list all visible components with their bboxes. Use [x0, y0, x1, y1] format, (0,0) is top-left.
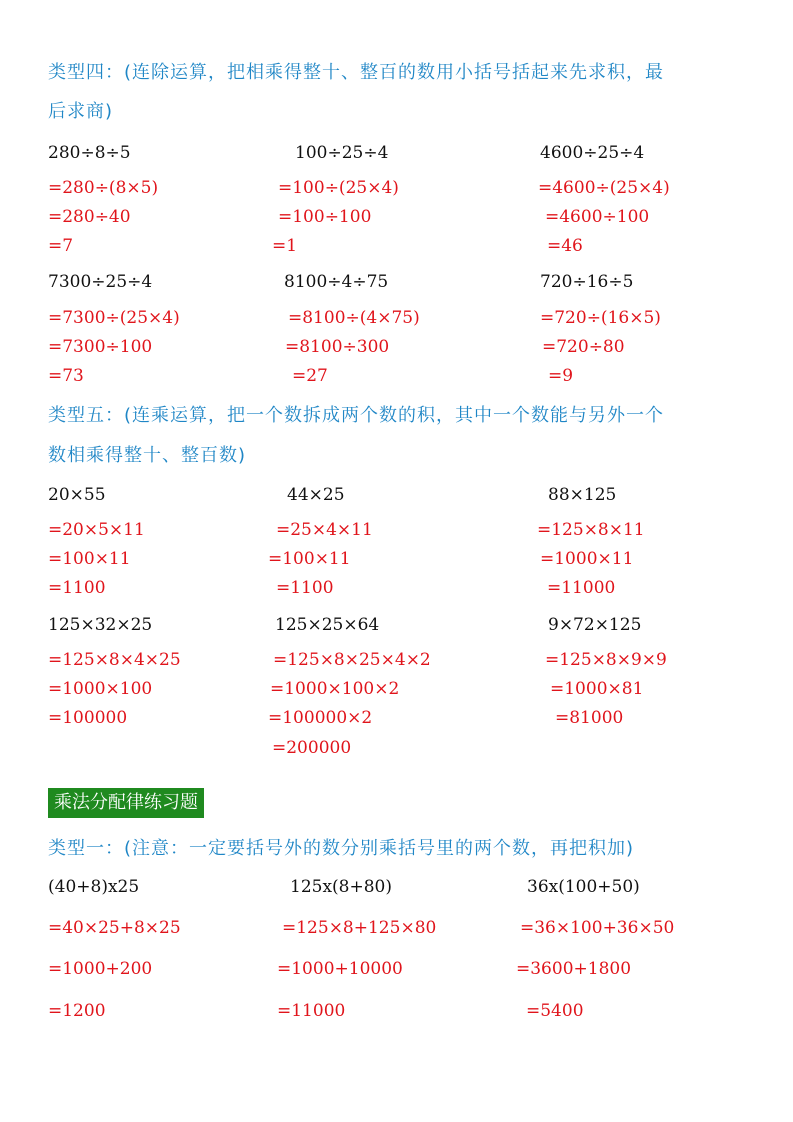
problem: 100÷25÷4 — [295, 143, 389, 163]
answer: =1200 — [48, 1001, 106, 1021]
problem: 125×32×25 — [48, 615, 153, 635]
problem: 7300÷25÷4 — [48, 272, 153, 292]
step: =8100÷300 — [285, 337, 390, 357]
step: =280÷(8×5) — [48, 178, 159, 198]
answer: =73 — [48, 366, 84, 386]
step: =125×8×9×9 — [545, 650, 667, 670]
answer: =9 — [548, 366, 574, 386]
problem: 720÷16÷5 — [540, 272, 634, 292]
answer: =200000 — [272, 738, 352, 758]
type4-heading-line2: 后求商) — [48, 101, 114, 122]
problem: 280÷8÷5 — [48, 143, 131, 163]
step: =7300÷(25×4) — [48, 308, 180, 328]
answer: =27 — [292, 366, 328, 386]
step: =25×4×11 — [276, 520, 373, 540]
answer: =46 — [547, 236, 583, 256]
step: =125×8+125×80 — [282, 918, 437, 938]
answer: =1100 — [276, 578, 334, 598]
answer: =5400 — [526, 1001, 584, 1021]
problem: 36x(100+50) — [527, 877, 640, 897]
step: =4600÷100 — [545, 207, 650, 227]
step: =20×5×11 — [48, 520, 145, 540]
step: =8100÷(4×75) — [288, 308, 420, 328]
answer: =100000 — [48, 708, 128, 728]
step: =1000×100 — [48, 679, 153, 699]
step: =7300÷100 — [48, 337, 153, 357]
step: =100000×2 — [268, 708, 373, 728]
step: =1000×100×2 — [270, 679, 400, 699]
problem: 4600÷25÷4 — [540, 143, 645, 163]
step: =100÷100 — [278, 207, 372, 227]
problem: 20×55 — [48, 485, 106, 505]
type5-heading-line1: 类型五：(连乘运算，把一个数拆成两个数的积，其中一个数能与另外一个 — [48, 405, 665, 426]
step: =36×100+36×50 — [520, 918, 675, 938]
answer: =11000 — [277, 1001, 346, 1021]
type5-heading-line2: 数相乘得整十、整百数) — [48, 445, 247, 466]
problem: (40+8)x25 — [48, 877, 140, 897]
step: =100÷(25×4) — [278, 178, 399, 198]
problem: 88×125 — [548, 485, 617, 505]
step: =1000+200 — [48, 959, 153, 979]
step: =4600÷(25×4) — [538, 178, 670, 198]
section-banner: 乘法分配律练习题 — [48, 788, 204, 818]
step: =720÷(16×5) — [540, 308, 661, 328]
answer: =1100 — [48, 578, 106, 598]
step: =100×11 — [268, 549, 351, 569]
step: =100×11 — [48, 549, 131, 569]
step: =40×25+8×25 — [48, 918, 181, 938]
step: =125×8×4×25 — [48, 650, 181, 670]
problem: 44×25 — [287, 485, 345, 505]
dist1-heading: 类型一：(注意：一定要括号外的数分别乘括号里的两个数，再把积加) — [48, 838, 635, 859]
problem: 8100÷4÷75 — [284, 272, 389, 292]
problem: 125×25×64 — [275, 615, 380, 635]
answer: =1 — [272, 236, 298, 256]
answer: =7 — [48, 236, 74, 256]
answer: =81000 — [555, 708, 624, 728]
step: =125×8×25×4×2 — [273, 650, 431, 670]
step: =280÷40 — [48, 207, 131, 227]
problem: 9×72×125 — [548, 615, 642, 635]
step: =3600+1800 — [516, 959, 632, 979]
answer: =11000 — [547, 578, 616, 598]
step: =125×8×11 — [537, 520, 645, 540]
step: =1000×81 — [550, 679, 644, 699]
step: =720÷80 — [542, 337, 625, 357]
step: =1000×11 — [540, 549, 634, 569]
problem: 125x(8+80) — [290, 877, 392, 897]
type4-heading-line1: 类型四：(连除运算，把相乘得整十、整百的数用小括号括起来先求积，最 — [48, 62, 665, 83]
step: =1000+10000 — [277, 959, 403, 979]
